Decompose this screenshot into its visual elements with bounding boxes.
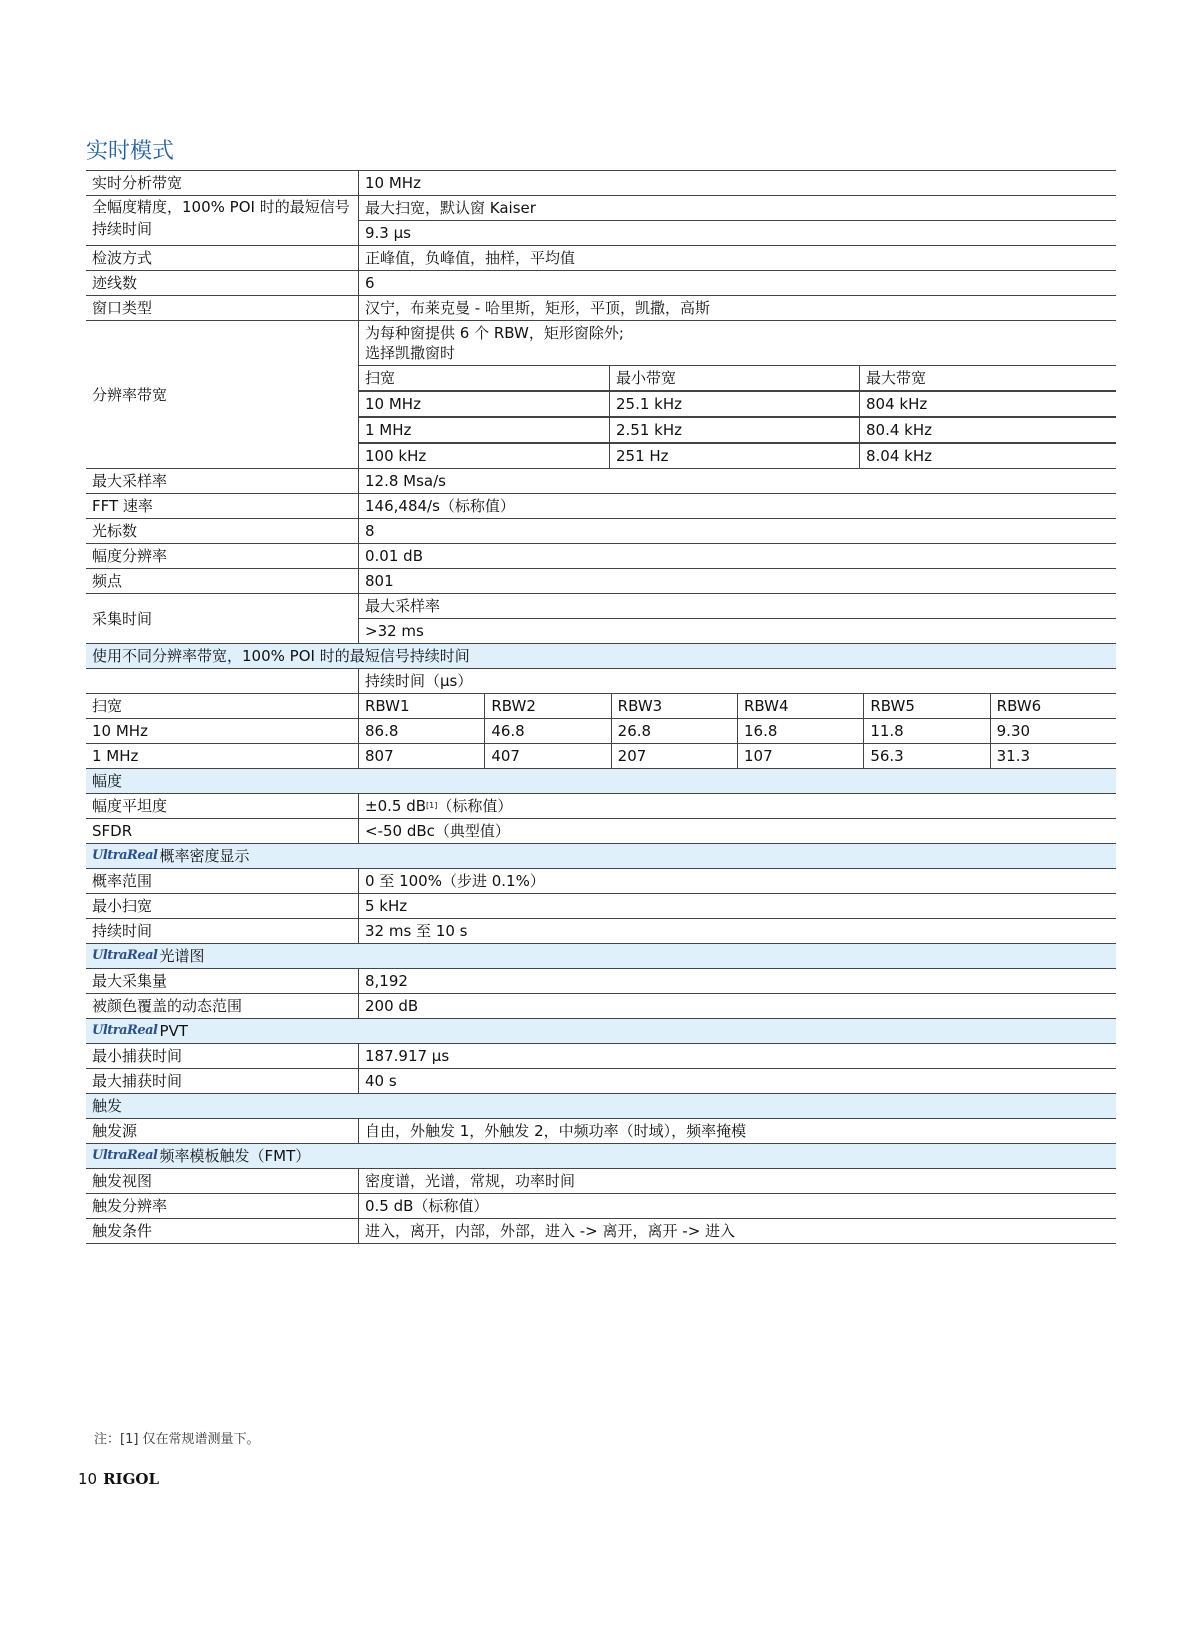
rbw-cell: 25.1 kHz bbox=[609, 392, 859, 416]
section-title: 频率模板触发（FMT） bbox=[159, 1147, 311, 1165]
section-row bbox=[86, 1094, 1116, 1119]
table-row bbox=[86, 594, 1116, 644]
table-row bbox=[86, 694, 1116, 719]
row-label bbox=[86, 669, 358, 693]
section-row bbox=[86, 769, 1116, 794]
row-label: 最大采样率 bbox=[92, 472, 168, 490]
table-cell: 31.3 bbox=[990, 744, 1116, 768]
row-label: 最小捕获时间 bbox=[92, 1047, 183, 1065]
ultrareal-logo: UltraReal bbox=[92, 1023, 158, 1038]
row-label: 触发分辨率 bbox=[92, 1197, 168, 1215]
row-value: 200 dB bbox=[358, 994, 1116, 1018]
row-label: 最大采集量 bbox=[92, 972, 168, 990]
table-row bbox=[86, 919, 1116, 944]
row-value-group bbox=[358, 594, 1116, 643]
page-number: 10 bbox=[78, 1470, 98, 1488]
table-cell: 11.8 bbox=[863, 719, 989, 743]
rbw-row bbox=[359, 391, 1116, 417]
rbw-columns bbox=[358, 744, 1116, 768]
table-row bbox=[86, 246, 1116, 271]
rbw-cell: 804 kHz bbox=[859, 392, 1109, 416]
table-row bbox=[86, 819, 1116, 844]
row-label: 全幅度精度，100% POI 时的最短信号持续时间 bbox=[92, 198, 350, 238]
row-value: 最大扫宽，默认窗 Kaiser bbox=[359, 196, 1116, 221]
row-label: 实时分析带宽 bbox=[92, 174, 183, 192]
rbw-cell: 1 MHz bbox=[365, 421, 412, 439]
row-label: 频点 bbox=[92, 572, 123, 590]
row-value: 5 kHz bbox=[358, 894, 1116, 918]
table-row bbox=[86, 321, 1116, 469]
row-value: 801 bbox=[358, 569, 1116, 593]
section-row bbox=[86, 944, 1116, 969]
row-label: 检波方式 bbox=[92, 249, 153, 267]
rbw-row bbox=[359, 417, 1116, 443]
column-header: RBW2 bbox=[484, 694, 610, 718]
table-cell: 407 bbox=[484, 744, 610, 768]
row-value: 汉宁，布莱克曼 - 哈里斯，矩形，平顶，凯撒，高斯 bbox=[358, 296, 1116, 320]
rbw-cell: 80.4 kHz bbox=[859, 418, 1109, 442]
row-value: 32 ms 至 10 s bbox=[358, 919, 1116, 943]
section-row bbox=[86, 644, 1116, 669]
table-row bbox=[86, 469, 1116, 494]
row-value-group bbox=[358, 196, 1116, 245]
column-header: RBW5 bbox=[863, 694, 989, 718]
table-row bbox=[86, 569, 1116, 594]
rbw-note bbox=[359, 321, 1116, 366]
rigol-logo: RIGOL bbox=[103, 1470, 159, 1488]
rbw-note-line: 为每种窗提供 6 个 RBW，矩形窗除外; bbox=[365, 324, 624, 342]
table-row bbox=[86, 1044, 1116, 1069]
column-header: RBW1 bbox=[358, 694, 484, 718]
row-value: 6 bbox=[358, 271, 1116, 295]
rbw-header: 最大带宽 bbox=[859, 366, 1109, 390]
row-label: 光标数 bbox=[92, 522, 138, 540]
row-value: 8,192 bbox=[358, 969, 1116, 993]
rbw-group bbox=[358, 321, 1116, 468]
row-label: 窗口类型 bbox=[92, 299, 153, 317]
spec-table bbox=[86, 170, 1116, 1244]
rbw-cell: 100 kHz bbox=[365, 447, 427, 465]
row-value: 0.01 dB bbox=[358, 544, 1116, 568]
section-header bbox=[86, 1019, 1116, 1043]
row-label: SFDR bbox=[92, 822, 133, 840]
section-title: 概率密度显示 bbox=[159, 847, 250, 865]
section-header bbox=[86, 944, 1116, 968]
row-label: 被颜色覆盖的动态范围 bbox=[92, 997, 243, 1015]
ultrareal-logo: UltraReal bbox=[92, 1148, 158, 1163]
table-row bbox=[86, 719, 1116, 744]
row-label: 幅度平坦度 bbox=[92, 797, 168, 815]
table-cell: 807 bbox=[358, 744, 484, 768]
rbw-header-row bbox=[359, 366, 1116, 391]
footnote: 注：[1] 仅在常规谱测量下。 bbox=[94, 1432, 260, 1447]
table-row bbox=[86, 494, 1116, 519]
row-value: 0 至 100%（步进 0.1%） bbox=[358, 869, 1116, 893]
row-label: FFT 速率 bbox=[92, 497, 153, 515]
row-label: 触发源 bbox=[92, 1122, 138, 1140]
ultrareal-logo: UltraReal bbox=[92, 948, 158, 963]
rbw-cell: 8.04 kHz bbox=[859, 444, 1109, 468]
section-header bbox=[86, 844, 1116, 868]
rbw-cell: 2.51 kHz bbox=[609, 418, 859, 442]
row-value: 146,484/s（标称值） bbox=[358, 494, 1116, 518]
footnote-ref: [1] bbox=[426, 801, 438, 810]
table-row bbox=[86, 994, 1116, 1019]
row-value: 8 bbox=[358, 519, 1116, 543]
column-header: RBW3 bbox=[611, 694, 737, 718]
table-cell: 86.8 bbox=[358, 719, 484, 743]
table-row bbox=[86, 1194, 1116, 1219]
section-row bbox=[86, 1019, 1116, 1044]
row-value bbox=[358, 794, 1116, 818]
page-footer bbox=[78, 1470, 159, 1488]
ultrareal-logo: UltraReal bbox=[92, 848, 158, 863]
row-value: 持续时间（μs） bbox=[358, 669, 1116, 693]
table-row bbox=[86, 519, 1116, 544]
row-label: 1 MHz bbox=[92, 747, 139, 765]
row-label: 触发视图 bbox=[92, 1172, 153, 1190]
rbw-columns bbox=[358, 694, 1116, 718]
row-value: 进入，离开，内部，外部，进入 -> 离开，离开 -> 进入 bbox=[358, 1219, 1116, 1243]
section-header: 使用不同分辨率带宽，100% POI 时的最短信号持续时间 bbox=[86, 644, 1116, 668]
table-row bbox=[86, 794, 1116, 819]
row-value: 187.917 μs bbox=[358, 1044, 1116, 1068]
table-cell: 26.8 bbox=[611, 719, 737, 743]
row-label: 迹线数 bbox=[92, 274, 138, 292]
row-label: 分辨率带宽 bbox=[92, 385, 168, 404]
table-row bbox=[86, 894, 1116, 919]
table-row bbox=[86, 544, 1116, 569]
table-row bbox=[86, 869, 1116, 894]
rbw-header: 扫宽 bbox=[365, 369, 396, 387]
table-cell: 16.8 bbox=[737, 719, 863, 743]
table-cell: 56.3 bbox=[863, 744, 989, 768]
table-cell: 46.8 bbox=[484, 719, 610, 743]
row-label: 幅度分辨率 bbox=[92, 547, 168, 565]
page-title: 实时模式 bbox=[86, 139, 175, 164]
row-value: 最大采样率 bbox=[359, 594, 1116, 619]
row-label: 10 MHz bbox=[92, 722, 148, 740]
row-label: 概率范围 bbox=[92, 872, 153, 890]
row-value: 0.5 dB（标称值） bbox=[358, 1194, 1116, 1218]
row-label: 最小扫宽 bbox=[92, 897, 153, 915]
table-row bbox=[86, 744, 1116, 769]
rbw-cell: 251 Hz bbox=[609, 444, 859, 468]
flatness-value: ±0.5 dB bbox=[365, 797, 427, 815]
row-value: 正峰值，负峰值，抽样，平均值 bbox=[358, 246, 1116, 270]
section-title: 光谱图 bbox=[159, 947, 205, 965]
row-value: 自由，外触发 1，外触发 2，中频功率（时域），频率掩模 bbox=[358, 1119, 1116, 1143]
table-row bbox=[86, 296, 1116, 321]
row-value: 9.3 μs bbox=[365, 224, 411, 242]
section-header bbox=[86, 1144, 1116, 1168]
row-label: 最大捕获时间 bbox=[92, 1072, 183, 1090]
row-value: 密度谱，光谱，常规，功率时间 bbox=[358, 1169, 1116, 1193]
row-label: 持续时间 bbox=[92, 922, 153, 940]
rbw-header: 最小带宽 bbox=[609, 366, 859, 390]
table-cell: 9.30 bbox=[990, 719, 1116, 743]
section-row bbox=[86, 844, 1116, 869]
table-row bbox=[86, 1219, 1116, 1244]
section-header: 幅度 bbox=[86, 769, 1116, 793]
column-header: RBW6 bbox=[990, 694, 1116, 718]
table-row bbox=[86, 1119, 1116, 1144]
rbw-note-line: 选择凯撒窗时 bbox=[365, 344, 456, 362]
flatness-suffix: （标称值） bbox=[437, 797, 513, 815]
rbw-columns bbox=[358, 719, 1116, 743]
rbw-row bbox=[359, 443, 1116, 468]
row-label: 触发条件 bbox=[92, 1222, 153, 1240]
table-cell: 207 bbox=[611, 744, 737, 768]
table-cell: 107 bbox=[737, 744, 863, 768]
row-value: >32 ms bbox=[365, 622, 424, 640]
table-row bbox=[86, 196, 1116, 246]
row-value: 12.8 Msa/s bbox=[358, 469, 1116, 493]
section-title: PVT bbox=[159, 1022, 188, 1040]
table-row bbox=[86, 1069, 1116, 1094]
row-value: 40 s bbox=[358, 1069, 1116, 1093]
table-row bbox=[86, 271, 1116, 296]
column-header: RBW4 bbox=[737, 694, 863, 718]
section-row bbox=[86, 1144, 1116, 1169]
table-row bbox=[86, 170, 1116, 196]
row-value: 10 MHz bbox=[358, 171, 1116, 195]
section-header: 触发 bbox=[86, 1094, 1116, 1118]
row-label: 采集时间 bbox=[92, 609, 153, 628]
table-row bbox=[86, 1169, 1116, 1194]
row-value: <-50 dBc（典型值） bbox=[358, 819, 1116, 843]
table-row bbox=[86, 969, 1116, 994]
row-label: 扫宽 bbox=[92, 697, 123, 715]
table-row bbox=[86, 669, 1116, 694]
rbw-cell: 10 MHz bbox=[365, 395, 421, 413]
